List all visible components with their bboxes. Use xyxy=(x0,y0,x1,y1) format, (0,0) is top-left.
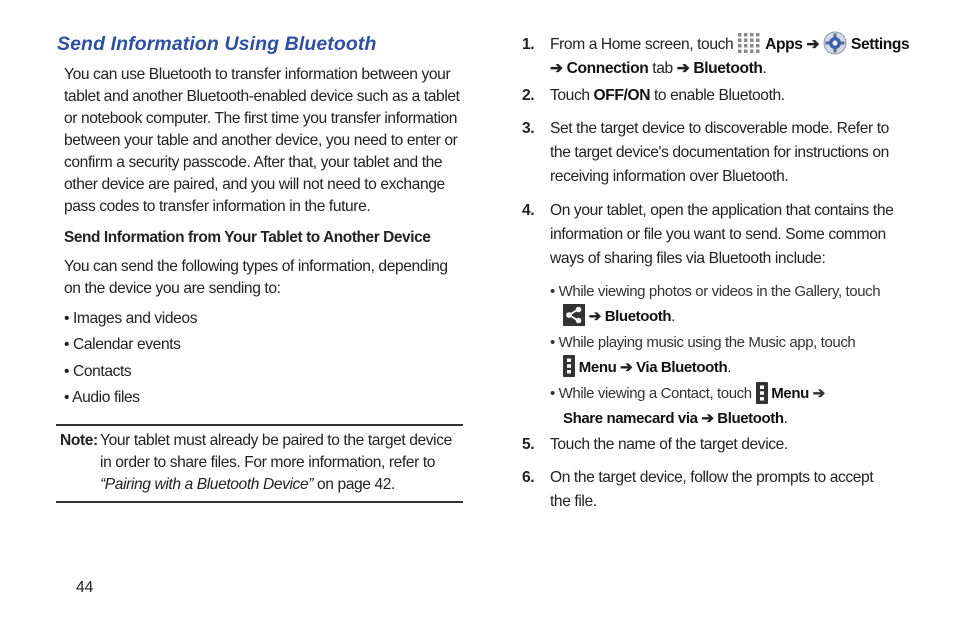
step-number: 4. xyxy=(522,202,535,219)
step-text: From a Home screen, touch xyxy=(550,36,738,53)
divider-top xyxy=(56,424,463,426)
text-line: ways of sharing files via Bluetooth include: xyxy=(550,250,826,267)
apps-label[interactable]: Apps xyxy=(765,36,803,53)
share-icon xyxy=(563,304,585,326)
page-number: 44 xyxy=(76,579,94,596)
menu-label[interactable]: Menu xyxy=(578,358,617,376)
text-line: pass codes to transfer information in the future. xyxy=(64,198,371,215)
note-label: Note: xyxy=(60,432,98,449)
punctuation: . xyxy=(783,409,788,427)
punctuation: . xyxy=(671,307,675,325)
arrow-icon: ➔ xyxy=(588,307,601,325)
info-type-list xyxy=(64,306,197,411)
share-way-music xyxy=(550,331,855,380)
share-way-text: • While playing music using the Music app, touch xyxy=(550,334,856,351)
list-item: • Audio files xyxy=(64,388,140,406)
section-subheading: Send Information from Your Tablet to Another Device xyxy=(64,229,431,246)
arrow-icon: ➔ xyxy=(676,60,690,77)
arrow-icon: ➔ xyxy=(812,385,825,402)
step-number: 2. xyxy=(522,87,535,104)
share-way-text: • While viewing a Contact, touch xyxy=(550,385,756,402)
intro-paragraph xyxy=(64,64,460,218)
text-line: between your table and another device, you need to enter or xyxy=(64,132,458,149)
list-item: • Calendar events xyxy=(64,336,181,354)
bluetooth-label[interactable]: Bluetooth xyxy=(604,307,672,325)
text-line: other device are paired, and you will not need to exchange xyxy=(64,176,445,193)
text-line: receiving information over Bluetooth. xyxy=(550,168,789,185)
text-line: Set the target device to discoverable mode. Refer to xyxy=(550,120,889,137)
text-line: On the target device, follow the prompts to accept xyxy=(550,469,874,486)
share-way-text: • While viewing photos or videos in the Gallery, touch xyxy=(550,283,881,300)
step-number: 3. xyxy=(522,120,535,137)
bluetooth-label[interactable]: Bluetooth xyxy=(717,409,784,427)
share-namecard-label[interactable]: Share namecard via xyxy=(563,409,698,427)
note-link[interactable]: “Pairing with a Bluetooth Device” xyxy=(100,476,314,493)
list-item: • Images and videos xyxy=(64,310,198,327)
arrow-icon: ➔ xyxy=(701,409,714,427)
arrow-icon: ➔ xyxy=(620,358,633,376)
note-tail: on page 42. xyxy=(313,476,395,493)
types-intro-paragraph xyxy=(64,256,448,300)
text-line: tablet and another Bluetooth-enabled device such as a tablet xyxy=(64,88,460,105)
text-line: On your tablet, open the application that contains the xyxy=(550,202,894,219)
text-line: confirm a security passcode. After that, your tablet and the xyxy=(64,154,443,171)
via-bluetooth-label[interactable]: Via Bluetooth xyxy=(636,358,728,376)
bluetooth-label[interactable]: Bluetooth xyxy=(693,60,763,77)
step-number: 5. xyxy=(522,436,535,453)
share-way-contact xyxy=(550,382,825,431)
text-line: on the device you are sending to: xyxy=(64,280,281,297)
text-line: the file. xyxy=(550,493,597,510)
note-line: in order to share files. For more information, refer to xyxy=(100,454,436,471)
text-line: the target device's documentation for instructions on xyxy=(550,144,889,161)
off-on-label[interactable]: OFF/ON xyxy=(593,87,651,104)
settings-label[interactable]: Settings xyxy=(851,36,910,53)
page-title: Send Information Using Bluetooth xyxy=(57,33,377,55)
menu-icon xyxy=(563,355,575,377)
punctuation: . xyxy=(762,60,767,77)
punctuation: . xyxy=(727,358,732,376)
connection-tab-label[interactable]: Connection xyxy=(566,60,649,77)
apps-grid-icon xyxy=(737,32,761,54)
arrow-icon: ➔ xyxy=(806,36,820,53)
arrow-icon: ➔ xyxy=(550,60,563,77)
step-text: to enable Bluetooth. xyxy=(650,87,785,104)
text-line: You can use Bluetooth to transfer information between your xyxy=(64,66,451,83)
note-line: Your tablet must already be paired to the target device xyxy=(100,432,452,449)
share-way-gallery xyxy=(550,280,880,329)
divider-bottom xyxy=(56,501,463,503)
text-line: or notebook computer. The first time you transfer information xyxy=(64,110,458,127)
step-number: 1. xyxy=(522,36,535,53)
settings-gear-icon xyxy=(823,31,847,55)
step-number: 6. xyxy=(522,469,535,486)
step-text: Touch xyxy=(550,87,594,104)
text-line: information or file you want to send. Some common xyxy=(550,226,886,243)
step-text: Touch the name of the target device. xyxy=(550,436,788,453)
menu-label[interactable]: Menu xyxy=(771,385,809,402)
list-item: • Contacts xyxy=(64,362,132,380)
step-text: tab xyxy=(648,60,677,77)
text-line: You can send the following types of information, depending xyxy=(64,258,448,275)
menu-icon xyxy=(756,382,768,404)
